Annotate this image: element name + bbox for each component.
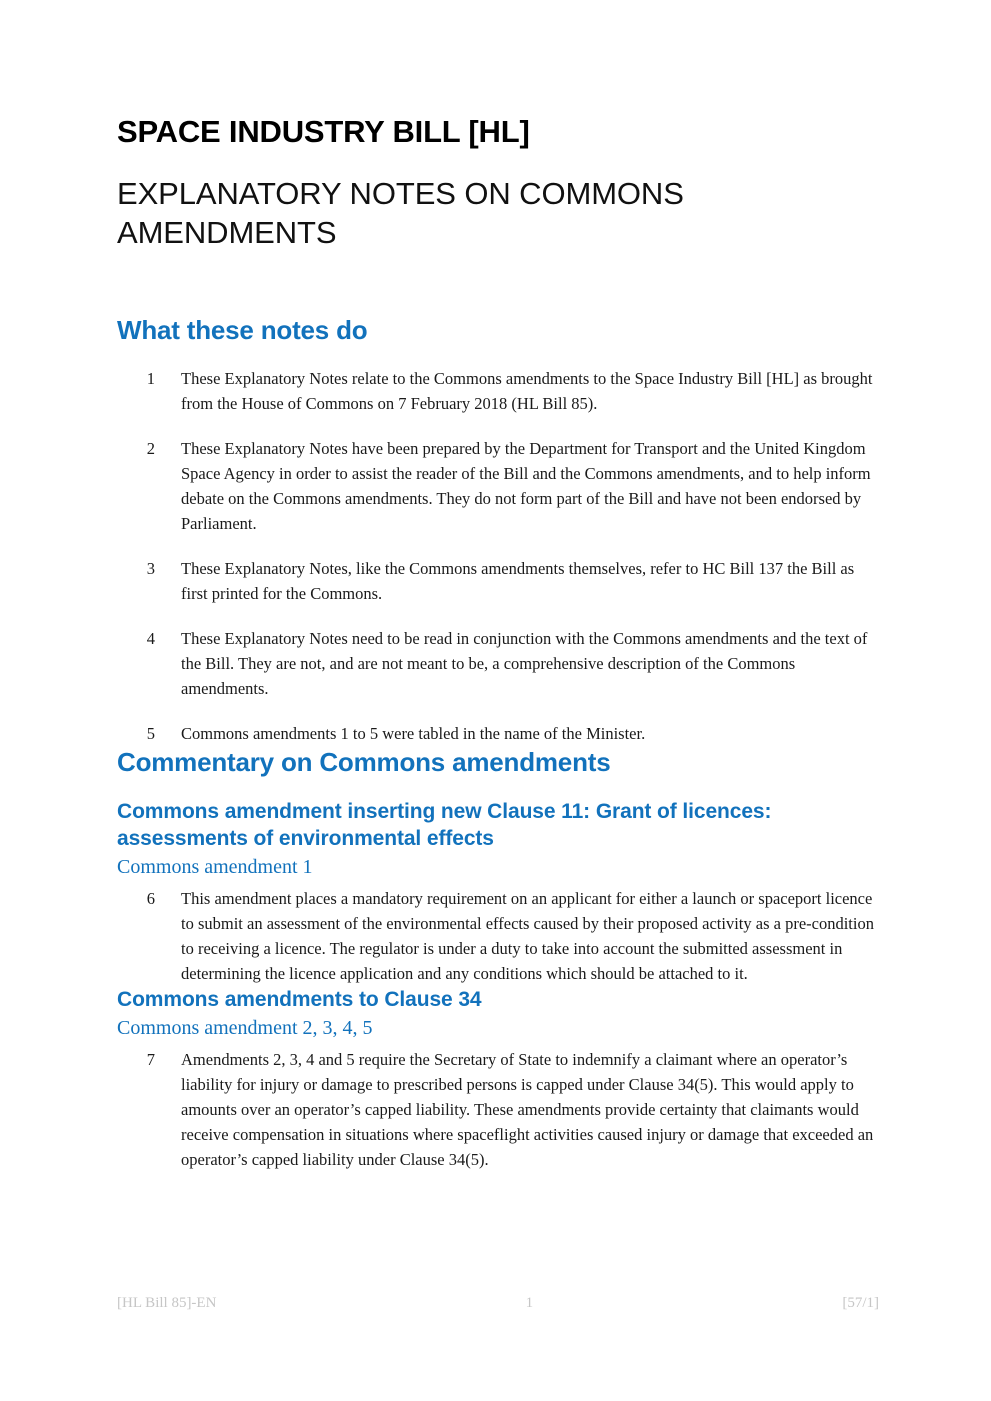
numbered-paragraph <box>117 436 879 536</box>
paragraph-text: This amendment places a mandatory requirement on an applicant for either a launch or spaceport licence to submit an assessment of the environmental effects caused by their proposed activity as a pre-condition to receiving a licence. The regulator is under a duty to take into account the submitted assessment in determining the licence application and any conditions which should be attached to it. <box>181 889 874 983</box>
paragraph-text: Commons amendments 1 to 5 were tabled in the name of the Minister. <box>181 724 646 743</box>
paragraph-number: 4 <box>146 629 155 648</box>
paragraph-group-clause-34 <box>117 1047 879 1172</box>
paragraph-number: 7 <box>146 1050 155 1069</box>
paragraph-group-clause-11 <box>117 886 879 986</box>
document-subtitle: EXPLANATORY NOTES ON COMMONS AMENDMENTS <box>117 176 684 250</box>
numbered-paragraph <box>117 721 879 746</box>
subsection-subheading-amendment-1: Commons amendment 1 <box>117 856 313 878</box>
paragraph-text: These Explanatory Notes need to be read in conjunction with the Commons amendments and the text of the Bill. They are not, and are not meant to be, a comprehensive description of the Commons amendments. <box>181 629 868 698</box>
numbered-paragraph <box>117 366 879 416</box>
page-footer <box>117 1295 879 1312</box>
paragraph-number: 1 <box>146 369 155 388</box>
footer-print-reference: [57/1] <box>842 1295 879 1311</box>
paragraph-number: 5 <box>146 724 155 743</box>
numbered-paragraph <box>117 626 879 701</box>
subsection-heading-clause-34: Commons amendments to Clause 34 <box>117 988 482 1011</box>
footer-bill-reference: [HL Bill 85]-EN <box>117 1295 217 1311</box>
footer-page-number: 1 <box>525 1295 534 1311</box>
document-content <box>117 112 879 1172</box>
paragraph-number: 6 <box>146 889 155 908</box>
paragraph-text: These Explanatory Notes, like the Commons amendments themselves, refer to HC Bill 137 the Bill as first printed for the Commons. <box>181 559 855 603</box>
paragraph-number: 2 <box>146 439 155 458</box>
paragraph-text: These Explanatory Notes have been prepared by the Department for Transport and the United Kingdom Space Agency in order to assist the reader of the Bill and the Commons amendments, and to help inform debate on the Commons amendments. They do not form part of the Bill and have not been endorsed by Parliament. <box>181 439 871 533</box>
paragraph-group-intro <box>117 366 879 746</box>
numbered-paragraph <box>117 556 879 606</box>
paragraph-text: Amendments 2, 3, 4 and 5 require the Secretary of State to indemnify a claimant where an operator’s liability for injury or damage to prescribed persons is capped under Clause 34(5). This would apply to amounts over an operator’s capped liability. These amendments provide certainty that claimants would receive compensation in situations where spaceflight activities caused injury or damage that exceeded an operator’s capped liability under Clause 34(5). <box>181 1050 874 1169</box>
subsection-subheading-amendments-2345: Commons amendment 2, 3, 4, 5 <box>117 1017 373 1039</box>
paragraph-text: These Explanatory Notes relate to the Commons amendments to the Space Industry Bill [HL] as brought from the House of Commons on 7 February 2018 (HL Bill 85). <box>181 369 873 413</box>
paragraph-number: 3 <box>146 559 155 578</box>
document-title: SPACE INDUSTRY BILL [HL] <box>117 114 530 149</box>
section-heading-commentary: Commentary on Commons amendments <box>117 747 611 777</box>
numbered-paragraph <box>117 886 879 986</box>
section-heading-what-these-notes-do: What these notes do <box>117 315 368 345</box>
subsection-heading-clause-11: Commons amendment inserting new Clause 11: Grant of licences: assessments of environmental effects <box>117 800 772 850</box>
numbered-paragraph <box>117 1047 879 1172</box>
